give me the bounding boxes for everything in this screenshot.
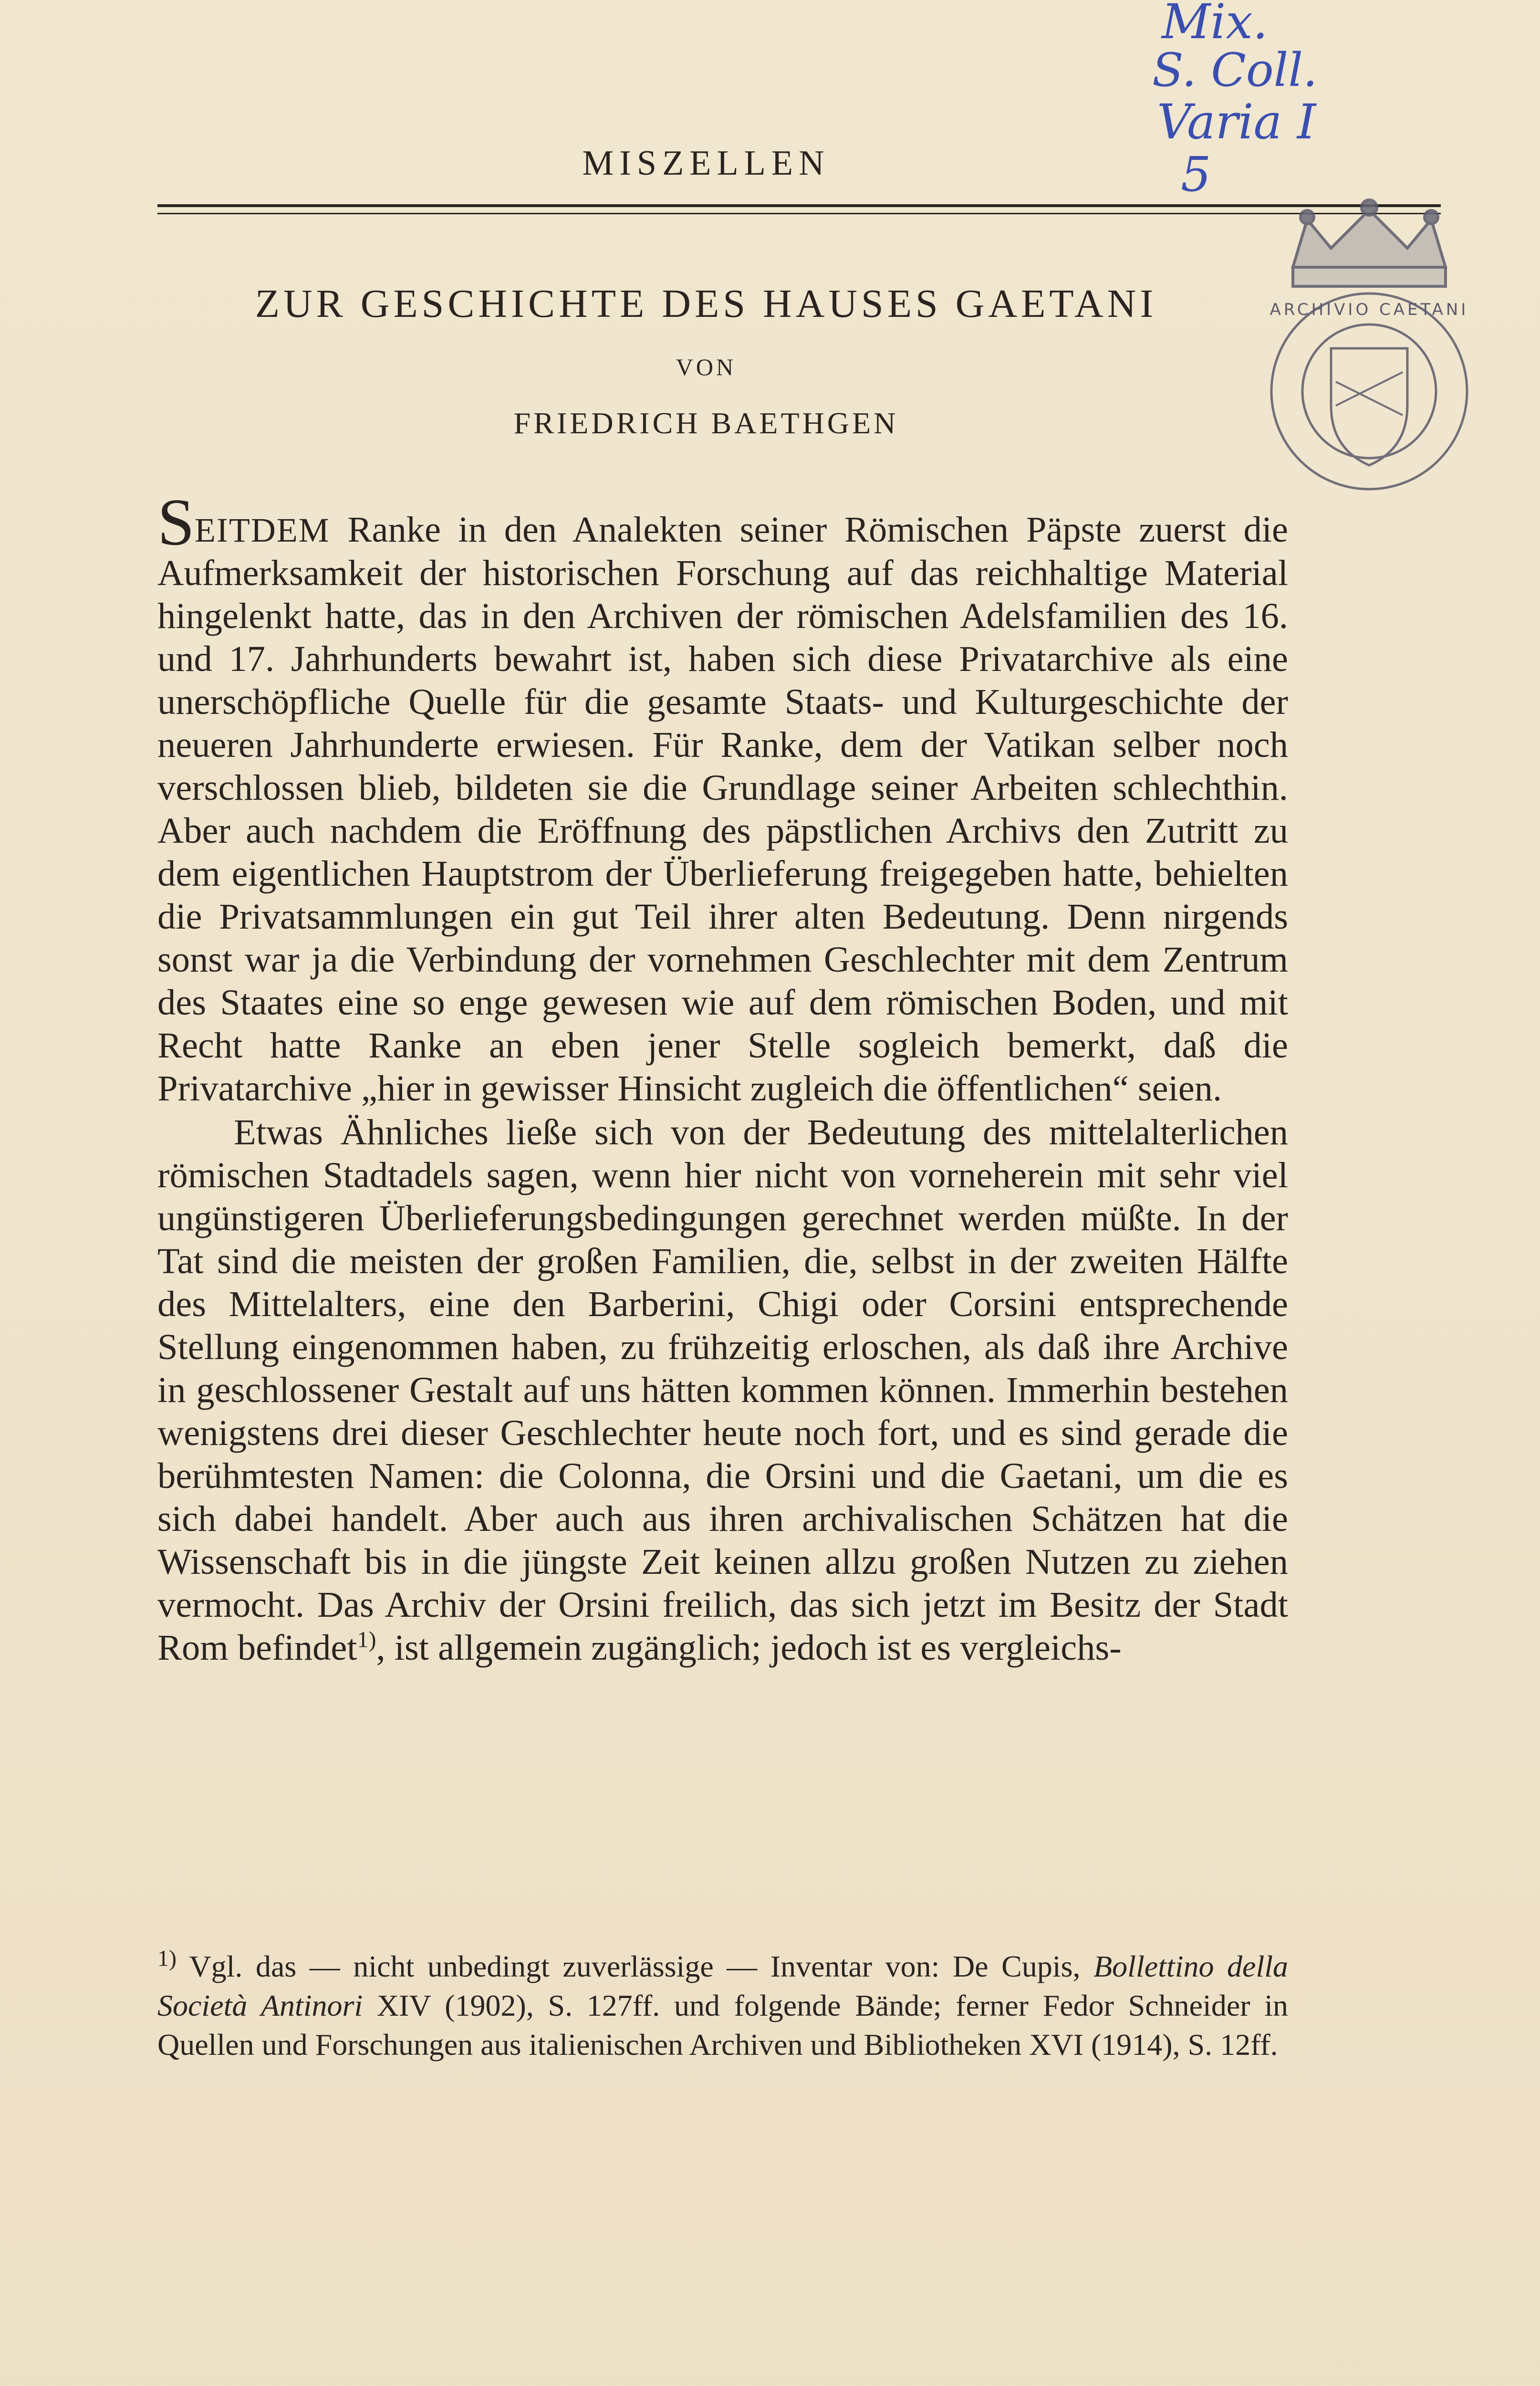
small-caps-opening: EITDEM — [194, 511, 330, 549]
header-rule-thick — [157, 204, 1441, 207]
paragraph-2-text-b: , ist allgemein zugänglich; jedoch ist es vergleichs- — [376, 1627, 1122, 1668]
stamp-text: ARCHIVIO CAETANI — [1269, 300, 1469, 319]
header-rule-thin — [157, 213, 1441, 214]
byline-von: VON — [676, 354, 737, 380]
author-name: FRIEDRICH BAETHGEN — [513, 406, 899, 440]
handnote-line-1: Mix. — [1162, 0, 1268, 50]
crown-icon — [1293, 200, 1446, 286]
handnote-line-3: Varia I — [1157, 94, 1316, 150]
handwritten-shelfmark — [1133, 0, 1448, 200]
article-title: ZUR GESCHICHTE DES HAUSES GAETANI — [255, 282, 1157, 326]
running-head: MISZELLEN — [582, 144, 830, 183]
paragraph-2-text-a: Etwas Ähnliches ließe sich von der Bedeutung des mittelalterlichen römischen Stadtadels sagen, wenn hier nicht von vorneherein mit sehr viel ungünstigeren Überlieferungsbedingungen gerechnet werden müßte. In der Tat sind die meisten der großen Familien, die, selbst in der zweiten Hälfte des Mittelalters, eine den Barberini, Chigi oder Corsini entsprechende Stellung eingenommen haben, zu frühzeitig erloschen, als daß ihre Archive in geschlossener Gestalt auf uns hätten kommen können. Immerhin bestehen wenigstens drei dieser Geschlechter heute noch fort, und es sind gerade die berühmtesten Namen: die Colonna, die Orsini und die Gaetani, um die es sich dabei handelt. Aber auch aus ihren archivalischen Schätzen hat die Wissenschaft bis in die jüngste Zeit keinen allzu großen Nutzen zu ziehen vermocht. Das Archiv der Orsini freilich, das sich jetzt im Besitz der Stadt Rom befindet — [157, 1112, 1288, 1668]
footnote-text-a: Vgl. das — nicht unbedingt zuverlässige — Inventar von: De Cupis, — [176, 1949, 1094, 1983]
paragraph-1-text: Ranke in den Analekten seiner Römischen Päpste zuerst die Aufmerksamkeit der historischen Forschung auf das reichhaltige Material hingelenkt hatte, das in den Archiven der römischen Adelsfamilien des 16. und 17. Jahrhunderts bewahrt ist, haben sich diese Privatarchive als eine unerschöpfliche Quelle für die gesamte Staats- und Kulturgeschichte der neueren Jahrhunderte erwiesen. Für Ranke, dem der Vatikan selber noch verschlossen blieb, bildeten sie die Grundlage seiner Arbeiten schlechthin. Aber auch nachdem die Eröffnung des päpstlichen Archivs den Zutritt zu dem eigentlichen Hauptstrom der Überlieferung freigegeben hatte, behielten die Privatsammlungen ein gut Teil ihrer alten Bedeutung. Denn nirgends sonst war ja die Verbindung der vornehmen Geschlechter mit dem Zentrum des Staates eine so enge gewesen wie auf dem römischen Boden, und mit Recht hatte Ranke an eben jener Stelle sogleich bemerkt, daß die Privatarchive „hier in gewisser Hinsicht zugleich die öffentlichen“ seien. — [157, 509, 1288, 1109]
footnote-text-b: XIV (1902), S. 127ff. und folgende Bände; ferner Fedor Schneider in Quellen und Forschungen aus italienischen Archiven und Bibliotheken XVI (1914), S. 12ff. — [157, 1988, 1289, 2062]
archive-stamp — [1264, 191, 1474, 525]
handnote-line-2: S. Coll. — [1152, 43, 1318, 97]
footnote-1 — [157, 1947, 1288, 2064]
paragraph-1 — [157, 485, 1288, 1110]
footnote-reference[interactable]: 1) — [357, 1627, 376, 1653]
paragraph-2 — [157, 1111, 1288, 1669]
footnote-area — [157, 1947, 1288, 2064]
footnote-mark: 1) — [157, 1946, 177, 1971]
handnote-line-4: 5 — [1181, 147, 1211, 200]
footnote-journal-title: Bollettino della Società Antinori — [157, 1949, 1289, 2022]
seal-icon — [1271, 293, 1467, 489]
article-body — [157, 485, 1288, 1669]
drop-cap: S — [157, 485, 195, 559]
